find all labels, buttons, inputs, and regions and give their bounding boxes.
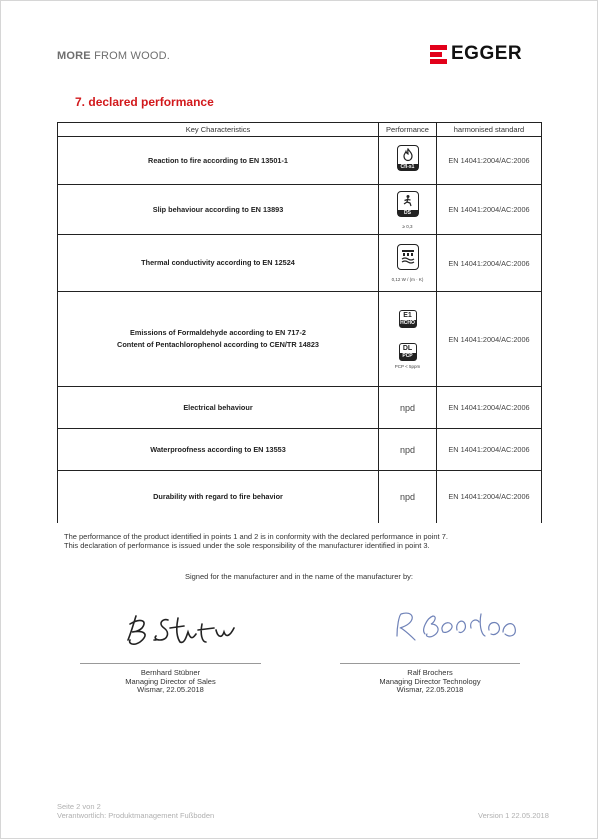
row-standard: EN 14041:2004/AC:2006 [437,235,542,292]
row-performance: npd [379,471,437,523]
pcp-class: DL [402,344,413,352]
row-standard: EN 14041:2004/AC:2006 [437,185,542,235]
row-characteristic: Slip behaviour according to EN 13893 [58,185,379,235]
section-heading: declared performance [88,95,214,109]
egger-logo [430,43,522,65]
row-standard: EN 14041:2004/AC:2006 [437,137,542,185]
header-standard: harmonised standard [437,123,542,137]
pcp-label-icon [399,343,417,361]
signature-line-left [80,663,261,664]
signatory-name: Ralf Brochers [407,668,453,677]
row-performance [379,235,437,292]
signatory-place-date: Wismar, 22.05.2018 [137,685,204,694]
slip-class-label: DS [398,210,418,216]
header-performance: Performance [379,123,437,137]
row-performance [379,137,437,185]
table-header-row [58,123,542,137]
conformity-statement [64,532,448,550]
signatory-role: Managing Director Technology [379,676,481,686]
row-performance [379,185,437,235]
tagline-strong: MORE [57,50,91,62]
row-performance [379,292,437,387]
thermal-value: 0,12 W / (m · K) [391,277,424,282]
row-standard: EN 14041:2004/AC:2006 [437,387,542,429]
fire-class-label: Cfl-s1 [398,164,418,170]
row-characteristic: Electrical behaviour [58,387,379,429]
signature-brochers [385,606,530,652]
tagline [57,50,170,62]
table-row [58,429,542,471]
row-characteristic: Waterproofness according to EN 13553 [58,429,379,471]
formaldehyde-label-icon [399,310,417,328]
slip-pictogram-icon [397,191,419,217]
conformity-line-2: This declaration of performance is issued under the sole responsibility of the manufacturer identified in point 3. [64,541,430,550]
signature-stuebner [118,610,248,652]
responsible-department: Verantwortlich: Produktmanagement Fußboden [57,811,215,820]
slip-value: ≥ 0,3 [402,223,413,229]
row-performance: npd [379,429,437,471]
row-performance: npd [379,387,437,429]
logo-text: EGGER [451,43,523,64]
row-standard: EN 14041:2004/AC:2006 [437,292,542,387]
performance-table [57,122,542,523]
row-characteristic [58,292,379,387]
formaldehyde-characteristic: Emissions of Formaldehyde according to EN 717-2 [130,328,306,337]
formaldehyde-class: E1 [403,311,412,319]
thermal-pictogram-icon [397,244,419,270]
table-row [58,471,542,523]
fire-pictogram-icon [397,145,419,171]
tagline-rest: FROM WOOD. [94,50,171,62]
table-row [58,387,542,429]
row-characteristic: Reaction to fire according to EN 13501-1 [58,137,379,185]
footer-left [57,802,214,820]
row-characteristic: Durability with regard to fire behavior [58,471,379,523]
signatory-role: Managing Director of Sales [125,676,216,686]
table-row [58,292,542,387]
egger-logo-icon [430,45,447,64]
signatory-name: Bernhard Stübner [140,668,201,677]
table-row [58,235,542,292]
pcp-value: PCP < 5ppm [394,363,421,369]
signatory-place-date: Wismar, 22.05.2018 [396,685,464,694]
pcp-characteristic: Content of Pentachlorophenol according to CEN/TR 14823 [117,340,319,349]
row-standard: EN 14041:2004/AC:2006 [437,429,542,471]
section-number: 7. [75,95,86,109]
signed-statement: Signed for the manufacturer and in the name of the manufacturer by: [184,572,414,581]
row-characteristic: Thermal conductivity according to EN 12524 [58,235,379,292]
table-row [58,137,542,185]
signatory-right [340,669,520,695]
formaldehyde-label-text: HCHO [400,319,415,326]
pcp-label-text: PCP [400,353,416,360]
conformity-line-1: The performance of the product identified in points 1 and 2 is in conformity with the declared performance in point 7. [64,532,448,541]
table-row [58,185,542,235]
version-label: Version 1 22.05.2018 [478,811,549,820]
signature-line-right [340,663,520,664]
row-standard: EN 14041:2004/AC:2006 [437,471,542,523]
signatory-left [80,669,261,695]
header-characteristics: Key Characteristics [58,123,379,137]
page-number: Seite 2 von 2 [57,802,101,811]
section-title [75,95,214,109]
